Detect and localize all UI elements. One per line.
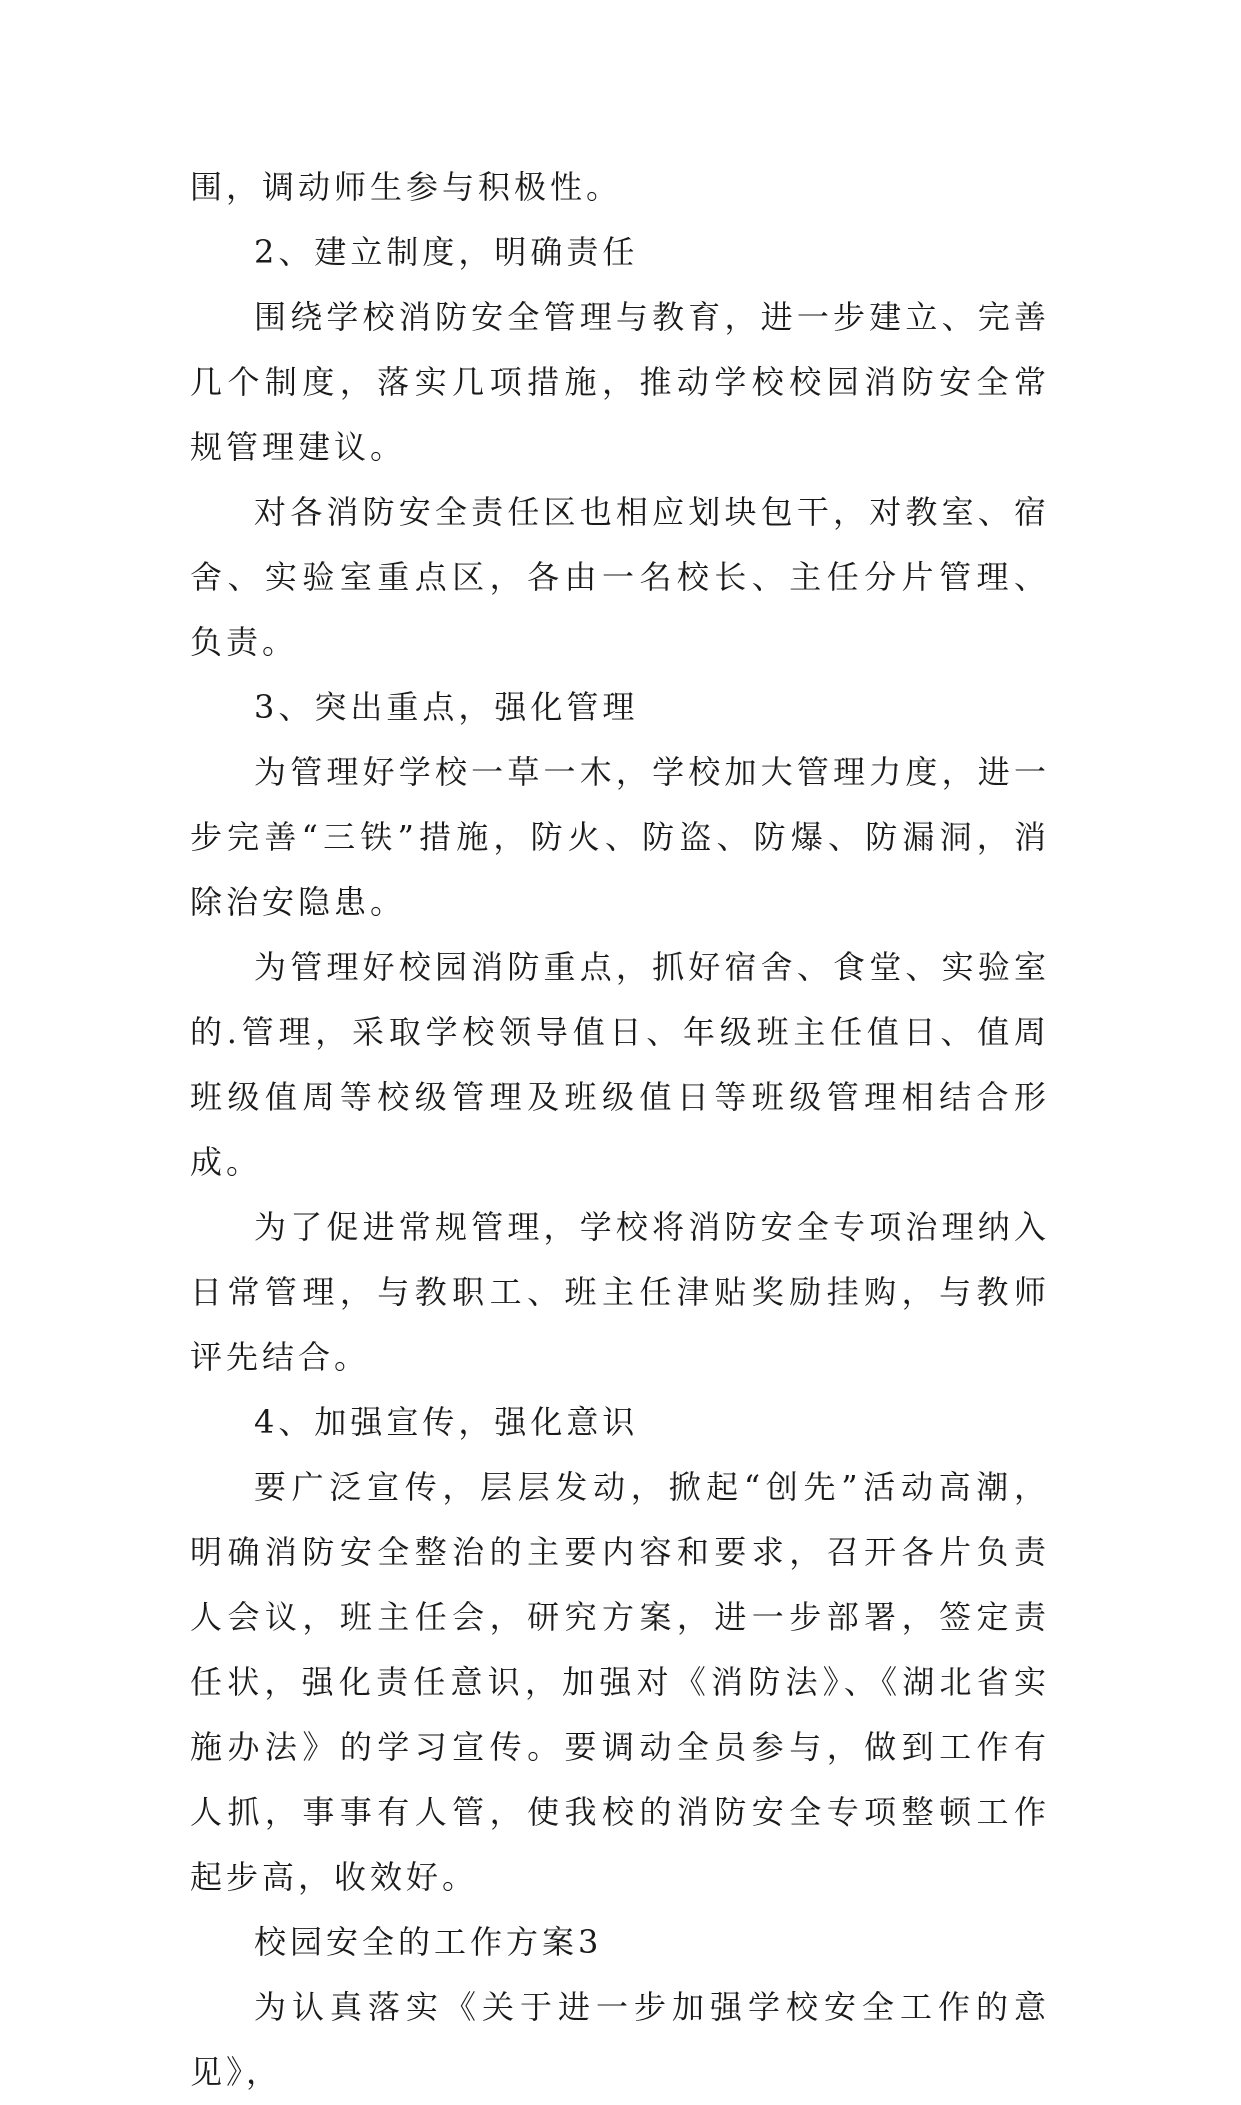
document-title: 校园安全的工作方案3 bbox=[254, 1923, 603, 1961]
paragraph: 为管理好学校一草一木，学校加大管理力度，进一步完善“三铁”措施，防火、防盗、防爆、防漏洞，消除治安隐患。 bbox=[190, 753, 1050, 921]
paragraph: 为了促进常规管理，学校将消防安全专项治理纳入日常管理，与教职工、班主任津贴奖励挂购，与教师评先结合。 bbox=[190, 1208, 1050, 1376]
document-body bbox=[190, 155, 1050, 2105]
section-heading: 3、突出重点，强化管理 bbox=[254, 688, 639, 726]
section-heading: 2、建立制度，明确责任 bbox=[254, 233, 639, 271]
paragraph: 围，调动师生参与积极性。 bbox=[190, 168, 623, 206]
paragraph: 对各消防安全责任区也相应划块包干，对教室、宿舍、实验室重点区，各由一名校长、主任分片管理、负责。 bbox=[190, 493, 1050, 661]
section-heading: 4、加强宣传，强化意识 bbox=[254, 1403, 639, 1441]
paragraph: 为管理好校园消防重点，抓好宿舍、食堂、实验室的.管理，采取学校领导值日、年级班主任值日、值周班级值周等校级管理及班级值日等班级管理相结合形成。 bbox=[190, 948, 1050, 1181]
paragraph: 为认真落实《关于进一步加强学校安全工作的意见》， bbox=[190, 1988, 1050, 2091]
paragraph: 要广泛宣传，层层发动，掀起“创先”活动高潮，明确消防安全整治的主要内容和要求，召开各片负责人会议，班主任会，研究方案，进一步部署，签定责任状，强化责任意识，加强对《消防法》、《湖北省实施办法》的学习宣传。要调动全员参与，做到工作有人抓，事事有人管，使我校的消防安全专项整顿工作起步高，收效好。 bbox=[190, 1468, 1050, 1896]
paragraph: 围绕学校消防安全管理与教育，进一步建立、完善几个制度，落实几项措施，推动学校校园消防安全常规管理建议。 bbox=[190, 298, 1050, 466]
